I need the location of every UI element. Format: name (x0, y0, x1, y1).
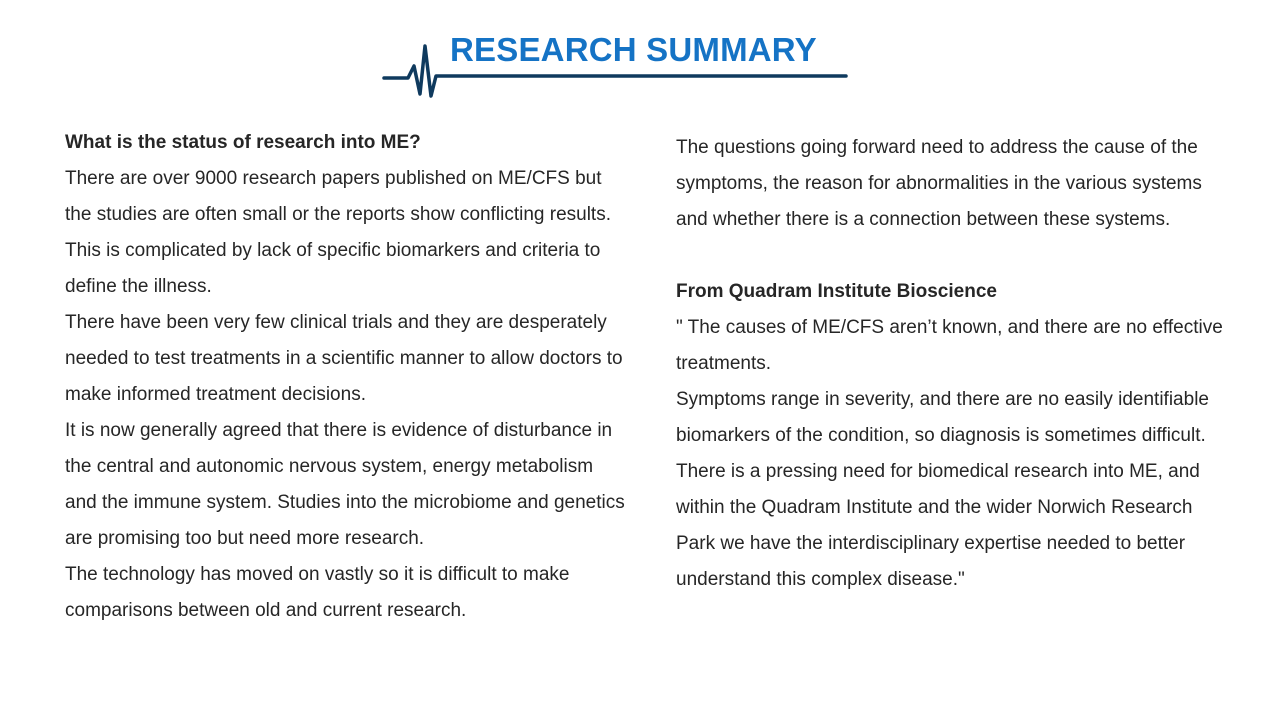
left-column (65, 125, 625, 629)
title-block (380, 28, 850, 103)
paragraph-technology: The technology has moved on vastly so it is difficult to make comparisons between old and current research. (65, 564, 570, 621)
quote-pressing-need: There is a pressing need for biomedical research into ME, and within the Quadram Institute and the wider Norwich Research Park we have the interdisciplinary expertise needed to better understand this complex disease." (676, 461, 1200, 590)
right-column (676, 130, 1236, 598)
quote-symptoms: Symptoms range in severity, and there are no easily identifiable biomarkers of the condition, so diagnosis is sometimes difficult. (676, 389, 1209, 446)
paragraph-clinical-trials: There have been very few clinical trials and they are desperately needed to test treatments in a scientific manner to allow doctors to make informed treatment decisions. (65, 312, 623, 405)
spacer (676, 238, 1236, 274)
quadram-heading: From Quadram Institute Bioscience (676, 281, 997, 302)
page-title: RESEARCH SUMMARY (450, 31, 817, 68)
paragraph-questions: The questions going forward need to address the cause of the symptoms, the reason for abnormalities in the various systems and whether there is a connection between these systems. (676, 137, 1202, 230)
paragraph-evidence: It is now generally agreed that there is evidence of disturbance in the central and autonomic nervous system, energy metabolism and the immune system. Studies into the microbiome and genetics are promising too but need more research. (65, 420, 625, 549)
status-heading: What is the status of research into ME? (65, 132, 421, 153)
quote-causes: " The causes of ME/CFS aren’t known, and there are no effective treatments. (676, 317, 1223, 374)
paragraph-research-papers: There are over 9000 research papers published on ME/CFS but the studies are often small or the reports show conflicting results. This is complicated by lack of specific biomarkers and criteria to define the illness. (65, 168, 611, 297)
